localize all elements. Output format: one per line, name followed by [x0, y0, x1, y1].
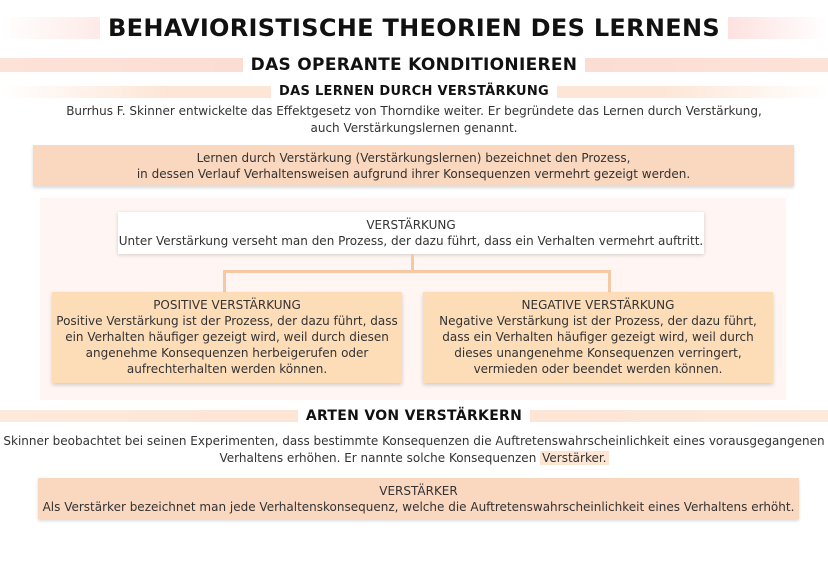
reinforcement-text: Unter Verstärkung verseht man den Prozess, der dazu führt, dass ein Verhalten vermehrt auftritt. [118, 234, 704, 248]
negative-line-3: dieses unangenehme Konsequenzen verringert, [454, 346, 742, 360]
reinforcer-box [38, 478, 799, 519]
section2-line-1: Skinner beobachtet bei seinen Experimenten, dass bestimmte Konsequenzen die Auftretenswahrscheinlichkeit eines vorausgegangenen [3, 434, 825, 448]
definition-box [33, 145, 794, 186]
intro-line-1: Burrhus F. Skinner entwickelte das Effektgesetz von Thorndike weiter. Er begründete das Lernen durch Verstärkung, [66, 104, 762, 118]
connector-left [223, 270, 226, 292]
section1-heading [0, 83, 828, 100]
section2-heading [0, 406, 828, 426]
negative-title: NEGATIVE VERSTÄRKUNG [521, 298, 675, 312]
page-subtitle [0, 53, 828, 77]
positive-line-2: ein Verhalten häufiger gezeigt wird, weil durch diesen [65, 330, 389, 344]
page-title [0, 13, 828, 43]
connector-horizontal [223, 270, 611, 273]
negative-line-4: vermieden oder beendet werden können. [473, 362, 723, 376]
section2-line-2 [0, 450, 828, 467]
positive-line-4: aufrechterhalten werden können. [126, 362, 328, 376]
definition-line-1: Lernen durch Verstärkung (Verstärkungslernen) bezeichnet den Prozess, [196, 151, 631, 165]
positive-reinforcement-box [52, 292, 402, 383]
connector-right [608, 270, 611, 292]
section2-heading-text: ARTEN VON VERSTÄRKERN [298, 408, 530, 424]
page-subtitle-text: DAS OPERANTE KONDITIONIEREN [243, 55, 586, 75]
reinforcer-title: VERSTÄRKER [379, 484, 458, 498]
intro-line-2: auch Verstärkungslernen genannt. [310, 121, 518, 135]
positive-line-1: Positive Verstärkung ist der Prozess, der dazu führt, dass [56, 314, 398, 328]
section2-line-2-start: Verhaltens erhöhen. Er nannte solche Konsequenzen [219, 451, 541, 465]
reinforcement-box [118, 212, 704, 254]
section1-heading-text: DAS LERNEN DURCH VERSTÄRKUNG [271, 84, 557, 99]
negative-line-1: Negative Verstärkung ist der Prozess, der dazu führt, [439, 314, 757, 328]
positive-title: POSITIVE VERSTÄRKUNG [153, 298, 301, 312]
negative-reinforcement-box [423, 292, 773, 383]
page-title-text: BEHAVIORISTISCHE THEORIEN DES LERNENS [100, 14, 728, 42]
definition-line-2: in dessen Verlauf Verhaltensweisen aufgrund ihrer Konsequenzen vermehrt gezeigt werden. [136, 167, 691, 181]
reinforcer-highlight: Verstärker. [542, 451, 607, 465]
reinforcer-text: Als Verstärker bezeichnet man jede Verhaltenskonsequenz, welche die Auftretenswahrscheinlichkeit eines Verhaltens erhöht. [42, 500, 795, 514]
reinforcement-title: VERSTÄRKUNG [366, 218, 456, 232]
positive-line-3: angenehme Konsequenzen herbeigerufen oder [85, 346, 369, 360]
negative-line-2: dass ein Verhalten häufiger gezeigt wird, weil durch [442, 330, 754, 344]
